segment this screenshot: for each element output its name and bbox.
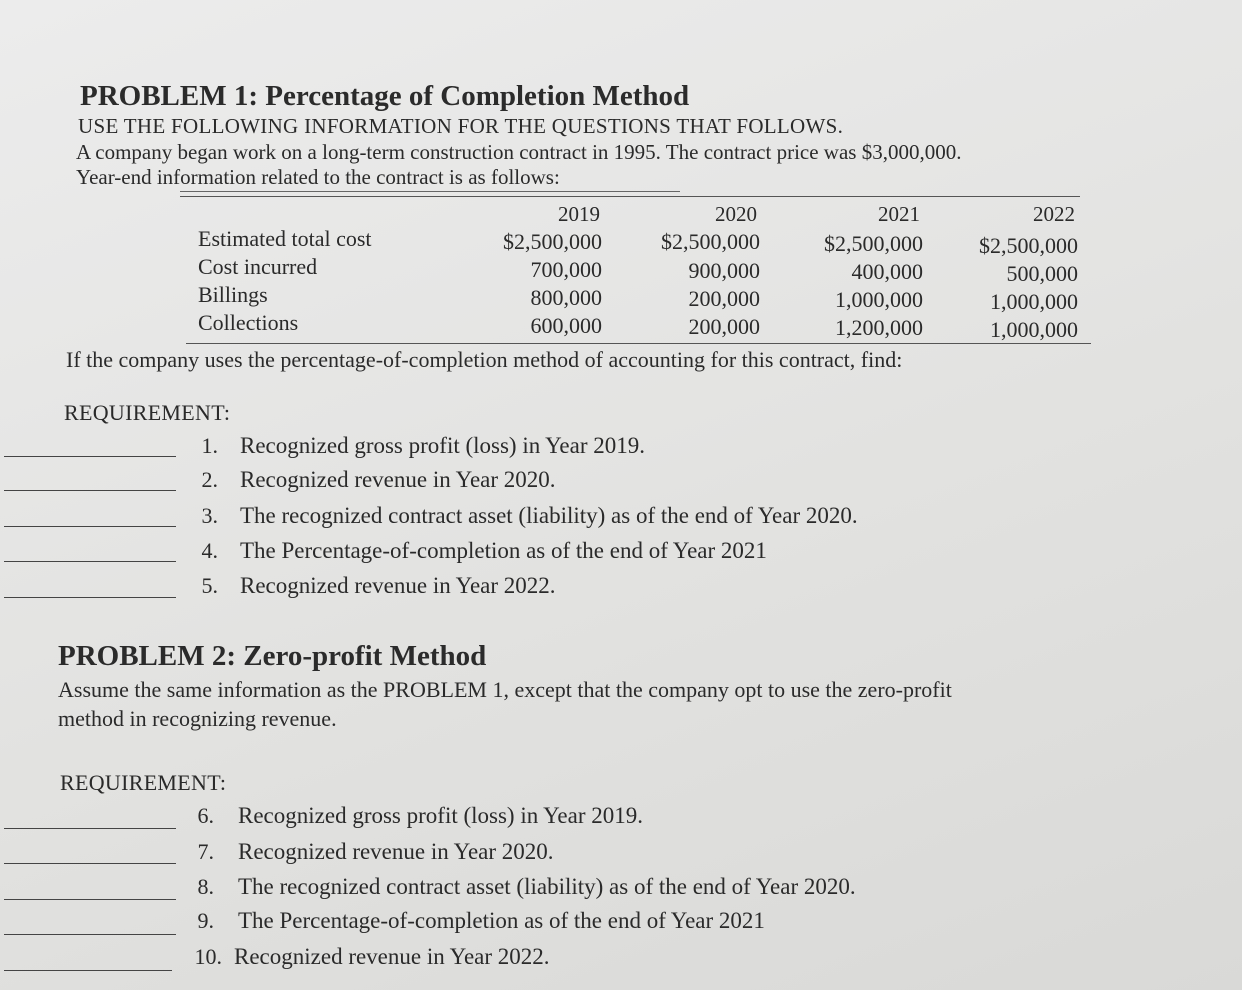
answer-blank-2[interactable] <box>4 490 176 491</box>
table-cell: 400,000 <box>851 259 923 284</box>
question-text: Recognized revenue in Year 2020. <box>238 839 554 864</box>
table-top-rule <box>180 196 1080 197</box>
row-label-estimated-total-cost: Estimated total cost <box>198 226 372 251</box>
question-number: 3. <box>201 503 218 528</box>
table-cell: $2,500,000 <box>661 229 760 254</box>
question-text: The recognized contract asset (liability) as of the end of Year 2020. <box>240 503 858 528</box>
table-bottom-rule <box>186 343 1091 344</box>
row-label-cost-incurred: Cost incurred <box>198 254 318 279</box>
problem1-intro-line1: A company began work on a long-term construction contract in 1995. The contract price was $3,000,000. <box>76 140 962 164</box>
answer-blank-7[interactable] <box>4 863 176 864</box>
table-cell: $2,500,000 <box>824 231 923 256</box>
table-cell: 900,000 <box>688 258 760 283</box>
question-number: 4. <box>201 538 218 563</box>
question-number: 1. <box>201 433 218 458</box>
table-cell: 800,000 <box>530 285 602 310</box>
answer-blank-4[interactable] <box>4 561 176 562</box>
table-cell: 500,000 <box>1006 261 1078 286</box>
question-text: Recognized gross profit (loss) in Year 2019. <box>238 803 644 828</box>
problem2-line1: Assume the same information as the PROBLEM 1, except that the company opt to use the zero-profit <box>58 677 952 702</box>
answer-blank-9[interactable] <box>4 934 176 935</box>
table-cell: 1,000,000 <box>835 287 923 312</box>
answer-blank-5[interactable] <box>4 597 176 598</box>
row-label-collections: Collections <box>198 310 299 335</box>
problem2-title: PROBLEM 2: Zero-profit Method <box>58 640 487 672</box>
answer-blank-3[interactable] <box>4 526 176 527</box>
table-cell: 200,000 <box>688 314 760 339</box>
table-header-2022: 2022 <box>1033 202 1075 226</box>
table-cell: 1,200,000 <box>835 315 923 340</box>
table-cell: 600,000 <box>530 313 602 338</box>
question-number: 9. <box>197 908 214 933</box>
question-text: Recognized revenue in Year 2020. <box>240 467 556 492</box>
intro-underline <box>180 191 680 192</box>
row-label-billings: Billings <box>198 282 268 307</box>
question-text: Recognized gross profit (loss) in Year 2019. <box>240 433 646 458</box>
question-text: The Percentage-of-completion as of the end of Year 2021 <box>240 538 767 563</box>
table-cell: $2,500,000 <box>979 233 1078 258</box>
answer-blank-1[interactable] <box>4 456 176 457</box>
table-cell: 1,000,000 <box>990 289 1078 314</box>
question-number: 5. <box>201 573 218 598</box>
answer-blank-8[interactable] <box>4 899 176 900</box>
question-text: The Percentage-of-completion as of the end of Year 2021 <box>238 908 765 933</box>
table-cell: 1,000,000 <box>990 317 1078 342</box>
problem1-title: PROBLEM 1: Percentage of Completion Method <box>80 80 690 112</box>
problem1-requirement-heading: REQUIREMENT: <box>64 400 231 425</box>
problem2-line2: method in recognizing revenue. <box>58 706 337 731</box>
problem1-subtitle: USE THE FOLLOWING INFORMATION FOR THE QUESTIONS THAT FOLLOWS. <box>78 114 844 138</box>
question-number: 8. <box>197 874 214 899</box>
problem2-requirement-heading: REQUIREMENT: <box>60 770 227 795</box>
problem1-find-text: If the company uses the percentage-of-completion method of accounting for this contract, find: <box>66 347 903 372</box>
table-header-2021: 2021 <box>878 202 920 226</box>
problem1-intro-line2: Year-end information related to the contract is as follows: <box>76 165 560 189</box>
table-cell: 700,000 <box>530 257 602 282</box>
question-number: 7. <box>197 839 214 864</box>
question-text: Recognized revenue in Year 2022. <box>240 573 556 598</box>
question-number: 10. <box>194 944 222 969</box>
answer-blank-10[interactable] <box>4 970 172 971</box>
question-number: 2. <box>201 467 218 492</box>
table-header-2019: 2019 <box>558 202 600 226</box>
answer-blank-6[interactable] <box>4 828 176 829</box>
question-text: Recognized revenue in Year 2022. <box>234 944 550 969</box>
table-cell: 200,000 <box>688 286 760 311</box>
question-number: 6. <box>197 803 214 828</box>
table-cell: $2,500,000 <box>503 229 602 254</box>
table-header-2020: 2020 <box>715 202 757 226</box>
question-text: The recognized contract asset (liability) as of the end of Year 2020. <box>238 874 856 899</box>
